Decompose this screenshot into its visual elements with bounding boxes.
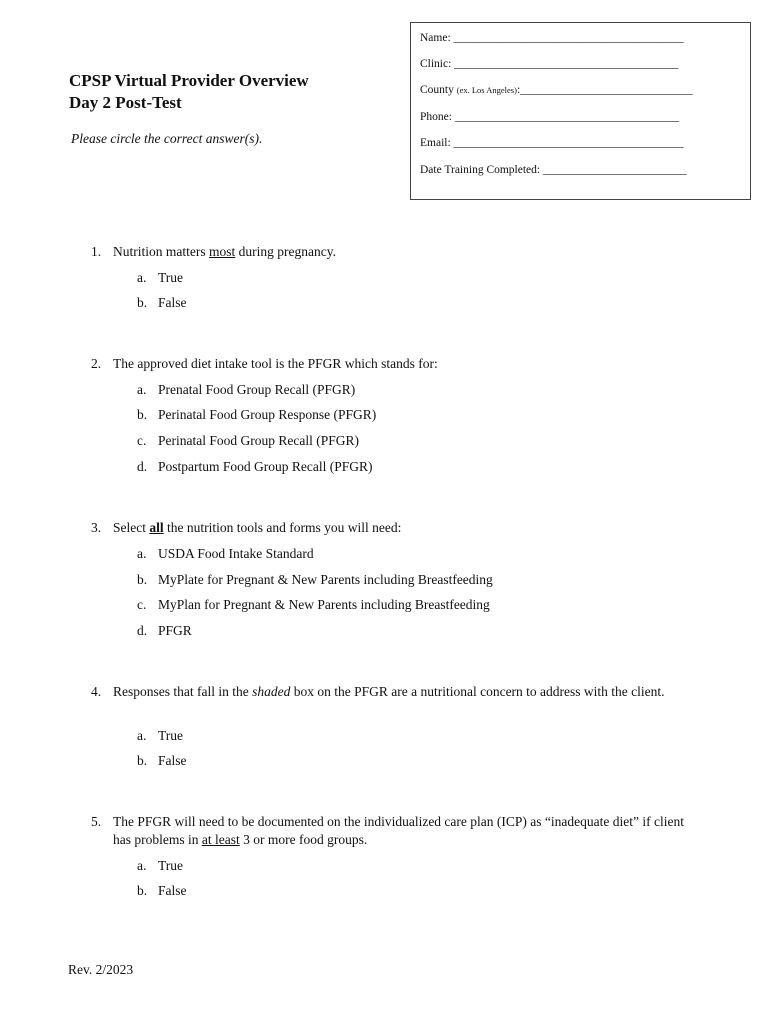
phone-field[interactable]: Phone: _______________________________________ [420,111,680,123]
question-5 [91,813,701,849]
answer-option[interactable]: a. Prenatal Food Group Recall (PFGR) [137,382,356,397]
answer-option[interactable]: b. False [137,753,187,768]
title-line-2: Day 2 Post-Test [69,93,182,112]
title-line-1: CPSP Virtual Provider Overview [69,71,309,90]
answer-option[interactable]: b. MyPlate for Pregnant & New Parents including Breastfeeding [137,572,493,587]
question-2 [91,355,701,373]
emphasis-underline: at least [201,832,240,847]
question-3 [91,519,701,537]
answer-option[interactable]: a. True [137,858,184,873]
emphasis-underline: most [208,244,236,259]
question-4 [91,683,701,701]
answer-option[interactable]: d. Postpartum Food Group Recall (PFGR) [137,459,373,474]
emphasis-bold-underline: all [149,520,164,535]
answer-option[interactable]: a. True [137,728,184,743]
answer-option[interactable]: a. USDA Food Intake Standard [137,546,314,561]
question-number: 3. [91,520,102,535]
instructions: Please circle the correct answer(s). [71,131,263,146]
county-field[interactable] [420,84,693,96]
answer-option[interactable]: c. Perinatal Food Group Recall (PFGR) [137,433,359,448]
county-example: (ex. Los Angeles) [456,85,517,95]
question-number: 1. [91,244,102,259]
answer-option[interactable]: d. PFGR [137,623,192,638]
question-number: 5. [91,814,102,829]
question-stem: Nutrition matters most during pregnancy. [113,244,336,259]
question-stem: The PFGR will need to be documented on the individualized care plan (ICP) as “inadequate diet” if client has problems in at least 3 or more food groups. [113,814,684,847]
question-number: 2. [91,356,102,371]
answer-option[interactable]: c. MyPlan for Pregnant & New Parents including Breastfeeding [137,597,490,612]
date-completed-field[interactable]: Date Training Completed: _________________________ [420,164,687,176]
name-field[interactable]: Name: ________________________________________ [420,32,684,44]
emphasis-italic: shaded [252,684,291,699]
question-number: 4. [91,684,102,699]
answer-option[interactable]: b. Perinatal Food Group Response (PFGR) [137,407,377,422]
answer-option[interactable]: b. False [137,295,187,310]
revision-date: Rev. 2/2023 [68,962,134,977]
test-title [69,70,309,114]
clinic-field[interactable]: Clinic: _______________________________________ [420,58,679,70]
answer-option[interactable]: a. True [137,270,184,285]
question-1 [91,243,701,261]
email-field[interactable]: Email: ________________________________________ [420,137,684,149]
participant-info-box [410,22,751,200]
answer-option[interactable]: b. False [137,883,187,898]
question-stem: The approved diet intake tool is the PFGR which stands for: [113,356,438,371]
question-stem: Responses that fall in the shaded box on the PFGR are a nutritional concern to address with the client. [113,684,665,699]
county-blank: :______________________________ [516,84,693,96]
county-label: County [420,84,457,96]
question-stem: Select all the nutrition tools and forms you will need: [113,520,402,535]
